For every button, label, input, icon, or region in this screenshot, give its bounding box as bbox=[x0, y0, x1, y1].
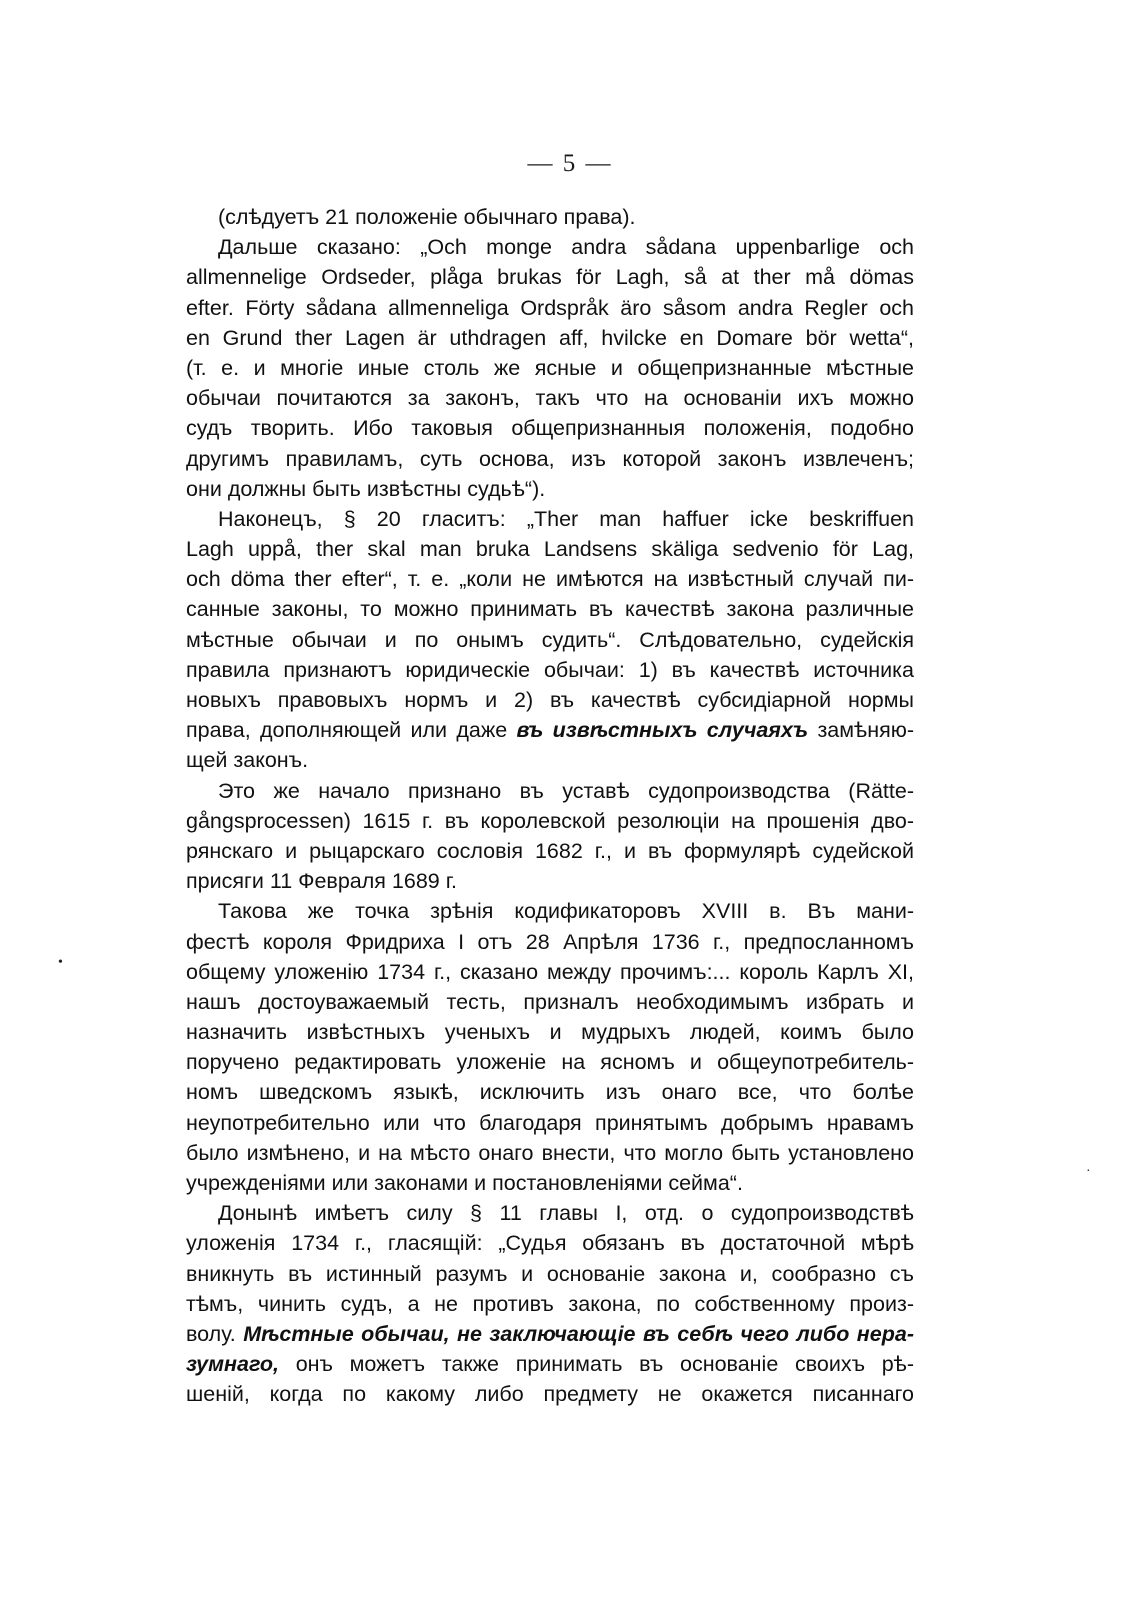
text-line: общему уложенію 1734 г., сказано между прочимъ:... король Карлъ XI, bbox=[186, 959, 914, 984]
text-line: нашъ достоуважаемый тесть, призналъ необходимымъ избрать и bbox=[186, 989, 914, 1014]
text-line: Дальше сказано: „Och monge andra sådana uppenbarlige och bbox=[218, 235, 914, 260]
text-line: щей законъ. bbox=[186, 748, 309, 773]
text-line: рянскаго и рыцарскаго сословія 1682 г., и въ формулярѣ судейской bbox=[186, 838, 914, 863]
text-line: присяги 11 Февраля 1689 г. bbox=[186, 869, 457, 894]
text-line: уложенія 1734 г., гласящій: „Судья обязанъ въ достаточной мѣрѣ bbox=[186, 1231, 914, 1256]
text-line: шеній, когда по какому либо предмету не окажется писаннаго bbox=[186, 1382, 914, 1407]
text-line: судъ творить. Ибо таковыя общепризнанныя положенія, подобно bbox=[186, 416, 914, 441]
margin-dot: · bbox=[1086, 1164, 1091, 1179]
text-line bbox=[186, 715, 914, 745]
italic-emphasis: Мѣстные обычаи, не заключающіе въ себѣ чего либо нера- bbox=[243, 1321, 914, 1346]
text-line: новыхъ правовыхъ нормъ и 2) въ качествѣ субсидіарной нормы bbox=[186, 688, 914, 712]
text-line: (т. е. и многіе иные столь же ясные и общепризнанные мѣстные bbox=[186, 355, 914, 380]
text-segment: замѣняю- bbox=[808, 718, 914, 743]
text-line: поручено редактировать уложеніе на ясномъ и общеупотребитель- bbox=[186, 1050, 914, 1075]
text-line: вникнуть въ истинный разумъ и основаніе закона и, сообразно съ bbox=[186, 1261, 914, 1286]
text-line: (слѣдуетъ 21 положеніе обычнаго права). bbox=[218, 205, 636, 229]
italic-emphasis: въ извѣстныхъ случаяхъ bbox=[516, 718, 809, 743]
text-line: обычаи почитаются за законъ, такъ что на основаніи ихъ можно bbox=[186, 386, 914, 411]
text-line: другимъ правиламъ, суть основа, изъ которой законъ извлеченъ; bbox=[186, 446, 914, 471]
text-line: gångsprocessen) 1615 г. въ королевской резолюціи на прошенія дво- bbox=[186, 808, 914, 833]
text-line: было измѣнено, и на мѣсто онаго внести, что могло быть установлено bbox=[186, 1140, 914, 1165]
text-line: Это же начало признано въ уставѣ судопроизводства (Rätte- bbox=[218, 778, 914, 803]
text-line: фестѣ короля Фридриха I отъ 28 Апрѣля 1736 г., предпосланномъ bbox=[186, 929, 914, 954]
text-segment: волу. bbox=[186, 1321, 244, 1346]
text-line: правила признаютъ юридическіе обычаи: 1) въ качествѣ источника bbox=[186, 657, 914, 682]
italic-emphasis: зумнаго, bbox=[186, 1352, 280, 1377]
text-line: allmennelige Ordseder, plåga brukas för Lagh, så at ther må dömas bbox=[186, 265, 914, 290]
body-text bbox=[186, 202, 914, 1410]
text-segment: права, дополняющей или даже bbox=[186, 718, 517, 743]
text-line: Lagh uppå, ther skal man bruka Landsens skäliga sedvenio för Lag, bbox=[186, 537, 914, 562]
text-line: efter. Förty sådana allmenneliga Ordspråk äro såsom andra Regler och bbox=[186, 295, 914, 320]
text-line: och döma ther efter“, т. е. „коли не имѣются на извѣстный случай пи- bbox=[186, 567, 914, 592]
text-line: Такова же точка зрѣнія кодификаторовъ XVIII в. Въ мани- bbox=[218, 899, 914, 924]
margin-dot: • bbox=[58, 955, 63, 970]
text-line bbox=[186, 1349, 914, 1379]
text-segment: онъ можетъ также принимать въ основаніе своихъ рѣ- bbox=[279, 1352, 914, 1377]
text-line: en Grund ther Lagen är uthdragen aff, hvilcke en Domare bör wetta“, bbox=[186, 325, 914, 350]
text-line: назначить извѣстныхъ ученыхъ и мудрыхъ людей, коимъ было bbox=[186, 1020, 914, 1045]
text-line bbox=[186, 1319, 914, 1349]
text-line: санные законы, то можно принимать въ качествѣ закона различные bbox=[186, 597, 914, 622]
text-line: тѣмъ, чинить судъ, а не противъ закона, по собственному произ- bbox=[186, 1291, 914, 1316]
page-number: — 5 — bbox=[527, 150, 613, 177]
text-line: мѣстные обычаи и по онымъ судить“. Слѣдовательно, судейскія bbox=[186, 627, 914, 652]
text-line: они должны быть извѣстны судьѣ“). bbox=[186, 476, 546, 501]
text-line: неупотребительно или что благодаря принятымъ добрымъ нравамъ bbox=[186, 1110, 914, 1135]
text-line: Донынѣ имѣетъ силу § 11 главы I, отд. о судопроизводствѣ bbox=[218, 1201, 914, 1226]
text-line: Наконецъ, § 20 гласитъ: „Ther man haffuer icke beskriffuen bbox=[218, 506, 914, 531]
text-line: номъ шведскомъ языкѣ, исключить изъ онаго все, что болѣе bbox=[186, 1080, 914, 1105]
text-line: учрежденіями или законами и постановленіями сейма“. bbox=[186, 1171, 743, 1195]
